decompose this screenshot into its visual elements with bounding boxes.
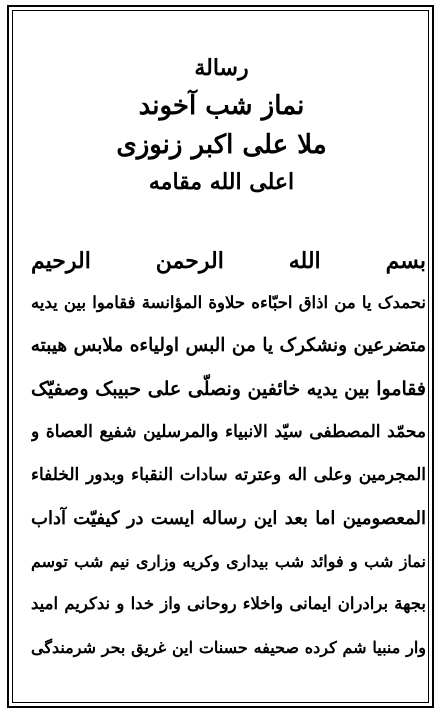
body-text [31,239,426,669]
text-line-2 [31,325,426,368]
text-line-1 [31,282,426,325]
text-line-2-content: متضرعین ونشکرک یا من البس اولیاءه ملابس هیبته [31,335,426,357]
text-line-5 [31,454,426,497]
text-line-3 [31,368,426,411]
title-line-3: ملا علی اکبر زنوزی [116,130,327,160]
bismillah-text: بسم الله الرحمن الرحیم [31,247,426,274]
title-line-4: اعلی الله مقامه [148,169,295,195]
text-line-9 [31,626,426,669]
text-line-8 [31,583,426,626]
text-line-5-content: المجرمین وعلی اله وعترته سادات النقباء وبدور الخلفاء [31,465,426,485]
bismillah-line [31,239,426,282]
text-line-4-content: محمّد المصطفی سیّد الانبیاء والمرسلین شفیع العصاة و [31,422,426,442]
title-line-2: نماز شب آخوند [138,91,305,121]
text-line-1-content: نحمدک یا من اذاق احبّاءه حلاوة المؤانسة فقاموا بین یدیه [31,293,426,313]
title-line-1: رسالة [194,55,249,81]
text-line-7-content: نماز شب و فوائد شب بیداری وکریه وزاری نیم شب توسم [31,551,426,571]
text-line-3-content: فقاموا بین یدیه خائفین ونصلّی علی حبیبک وصفیّک [31,378,426,400]
manuscript-page [7,5,434,708]
text-line-6 [31,497,426,540]
text-line-4 [31,411,426,454]
text-line-7 [31,540,426,583]
text-line-6-content: المعصومین اما بعد این رساله ایست در کیفیّت آداب [31,507,426,529]
text-line-9-content: وار منبیا شم کرده صحیفه حسنات این غریق بحر شرمندگی [31,637,426,657]
text-line-8-content: بجهة برادران ایمانی واخلاء روحانی واز خدا و ندکریم امید [31,594,426,614]
title-medallion [114,45,329,215]
